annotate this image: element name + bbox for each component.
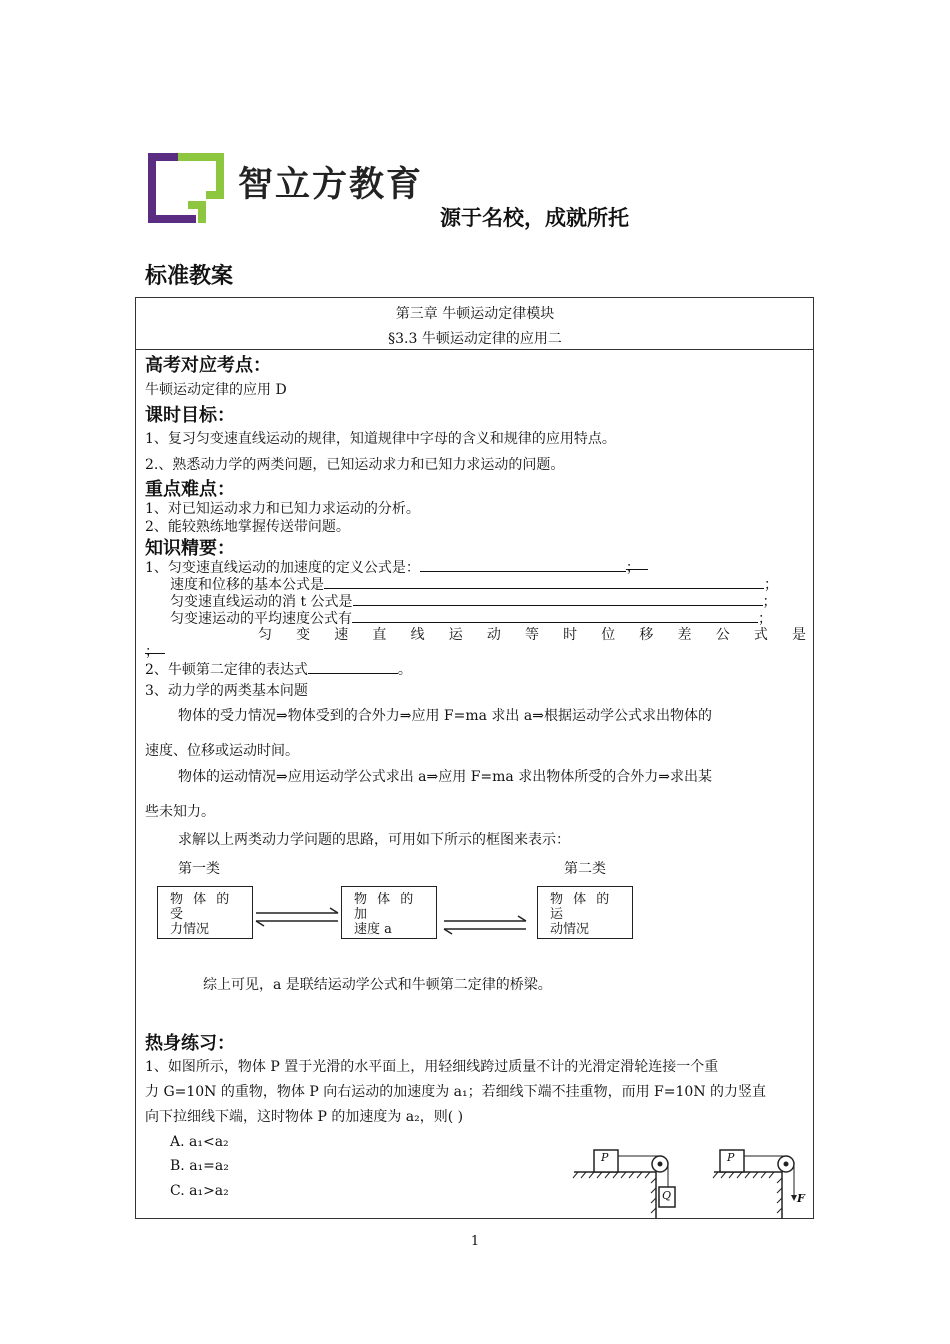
double-arrow-icon [254, 906, 340, 928]
option-a: A. a₁<a₂ [170, 1134, 229, 1150]
brand-slogan: 源于名校，成就所托 [440, 206, 629, 230]
figure-label-p: P [727, 1151, 735, 1164]
knowledge-line-5: 匀 变 速 直 线 运 动 等 时 位 移 差 公 式 是 [258, 627, 806, 643]
question-1-line-b: 力 G=10N 的重物，物体 P 向右运动的加速度为 a₁；若细线下端不挂重物，而用 F=10N 的力竖直 [145, 1084, 767, 1100]
brand-logo-icon [148, 153, 224, 223]
knowledge-line-3: 匀变速直线运动的消 t 公式是 ； [170, 594, 777, 610]
exam-points-item: 牛顿运动定律的应用 D [145, 382, 287, 398]
double-arrow-icon [442, 914, 528, 936]
header-divider [136, 349, 814, 350]
brand-name: 智立方教育 [238, 165, 424, 205]
warmup-heading: 热身练习： [145, 1033, 235, 1054]
flow-box-motion: 物 体 的 运 动情况 [537, 886, 633, 939]
knowledge-line-7: 3、动力学的两类基本问题 [145, 683, 308, 699]
class-2-label: 第二类 [564, 861, 606, 877]
diagram-intro: 求解以上两类动力学问题的思路，可用如下所示的框图来表示： [178, 832, 570, 848]
knowledge-heading: 知识精要： [145, 538, 235, 559]
knowledge-line-6: 2、牛顿第二定律的表达式 。 [145, 662, 412, 678]
flow-text-1b: 速度、位移或运动时间。 [145, 743, 299, 759]
goal-item: 2.、熟悉动力学的两类问题，已知运动求力和已知力求运动的问题。 [145, 457, 565, 473]
question-1-line-a: 1、如图所示，物体 P 置于光滑的水平面上，用轻细线跨过质量不计的光滑定滑轮连接一个重 [145, 1059, 719, 1075]
summary-text: 综上可见，a 是联结运动学公式和牛顿第二定律的桥梁。 [203, 977, 552, 993]
goals-heading: 课时目标： [145, 405, 235, 426]
figure-label-q: Q [662, 1189, 672, 1202]
knowledge-line-5-end: ； [145, 641, 165, 660]
flow-text-2b: 些未知力。 [145, 804, 215, 820]
page-number: 1 [470, 1234, 480, 1249]
knowledge-line-4: 匀变速运动的平均速度公式有 ； [170, 611, 772, 627]
goal-item: 1、复习匀变速直线运动的规律，知道规律中字母的含义和规律的应用特点。 [145, 431, 616, 447]
key-point-item: 1、对已知运动求力和已知力求运动的分析。 [145, 501, 420, 517]
doc-type-title: 标准教案 [145, 264, 234, 289]
flow-text-2a: 物体的运动情况⇒应用运动学公式求出 a⇒应用 F=ma 求出物体所受的合外力⇒求出某 [178, 769, 712, 785]
flow-box-acceleration: 物 体 的 加 速度 a [341, 886, 437, 939]
figure-label-p: P [601, 1151, 609, 1164]
question-1-line-c: 向下拉细线下端，这时物体 P 的加速度为 a₂，则( ) [145, 1109, 464, 1125]
figure-label-f: F [797, 1192, 805, 1205]
exam-points-heading: 高考对应考点： [145, 355, 271, 376]
key-point-item: 2、能较熟练地掌握传送带问题。 [145, 519, 350, 535]
knowledge-line-2: 速度和位移的基本公式是 ； [170, 577, 778, 593]
flow-text-1a: 物体的受力情况⇒物体受到的合外力⇒应用 F=ma 求出 a⇒根据运动学公式求出物体的 [178, 708, 712, 724]
chapter-title: 第三章 牛顿运动定律模块 [395, 306, 555, 322]
knowledge-line-1: 1、匀变速直线运动的加速度的定义公式是： ； [145, 557, 648, 577]
class-1-label: 第一类 [178, 861, 220, 877]
option-c: C. a₁>a₂ [170, 1183, 229, 1199]
flow-box-force: 物 体 的 受 力情况 [157, 886, 253, 939]
key-points-heading: 重点难点： [145, 479, 235, 500]
section-title: §3.3 牛顿运动定律的应用二 [388, 331, 562, 347]
option-b: B. a₁=a₂ [170, 1158, 229, 1174]
